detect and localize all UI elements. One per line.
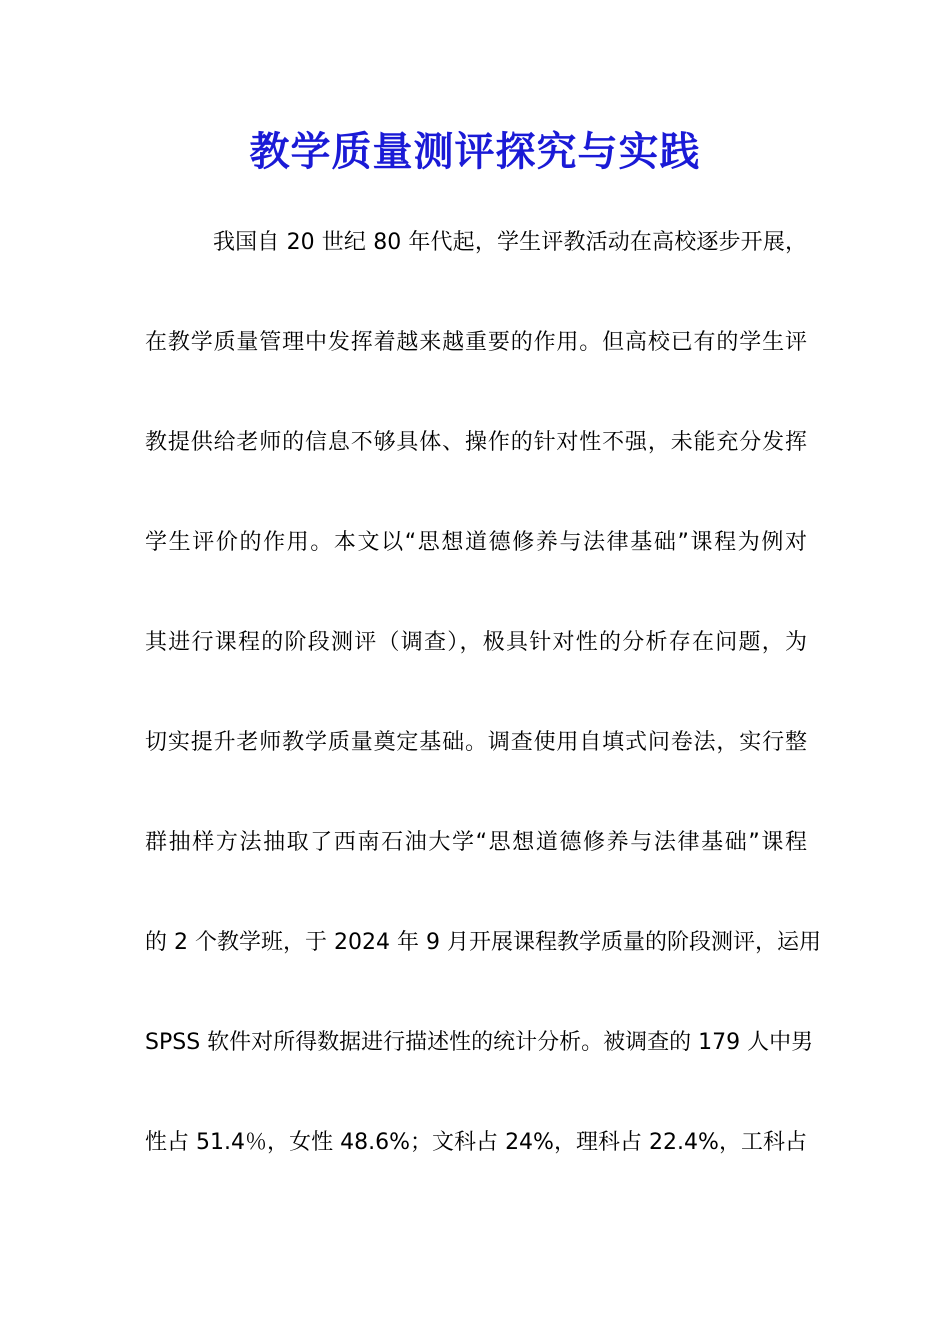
paragraph-line: 学生评价的作用。本文以“思想道德修养与法律基础”课程为例对 (145, 530, 807, 555)
paragraph-line: 的 2 个教学班，于 2024 年 9 月开展课程教学质量的阶段测评，运用 (145, 930, 821, 955)
paragraph-line: 切实提升老师教学质量奠定基础。调查使用自填式问卷法，实行整 (145, 730, 807, 755)
paragraph-line: 群抽样方法抽取了西南石油大学“思想道德修养与法律基础”课程 (145, 830, 807, 855)
paragraph-line: 在教学质量管理中发挥着越来越重要的作用。但高校已有的学生评 (145, 330, 807, 355)
paragraph-line: 性占 51.4％，女性 48.6%；文科占 24%，理科占 22.4%，工科占 (145, 1130, 807, 1155)
paragraph-line: 其进行课程的阶段测评（调查），极具针对性的分析存在问题，为 (145, 630, 807, 655)
paragraph-line: 教提供给老师的信息不够具体、操作的针对性不强，未能充分发挥 (145, 430, 807, 455)
paragraph-line: SPSS 软件对所得数据进行描述性的统计分析。被调查的 179 人中男 (145, 1030, 814, 1055)
paragraph-line: 我国自 20 世纪 80 年代起，学生评教活动在高校逐步开展， (213, 230, 807, 255)
document-title: 教学质量测评探究与实践 (249, 128, 701, 175)
